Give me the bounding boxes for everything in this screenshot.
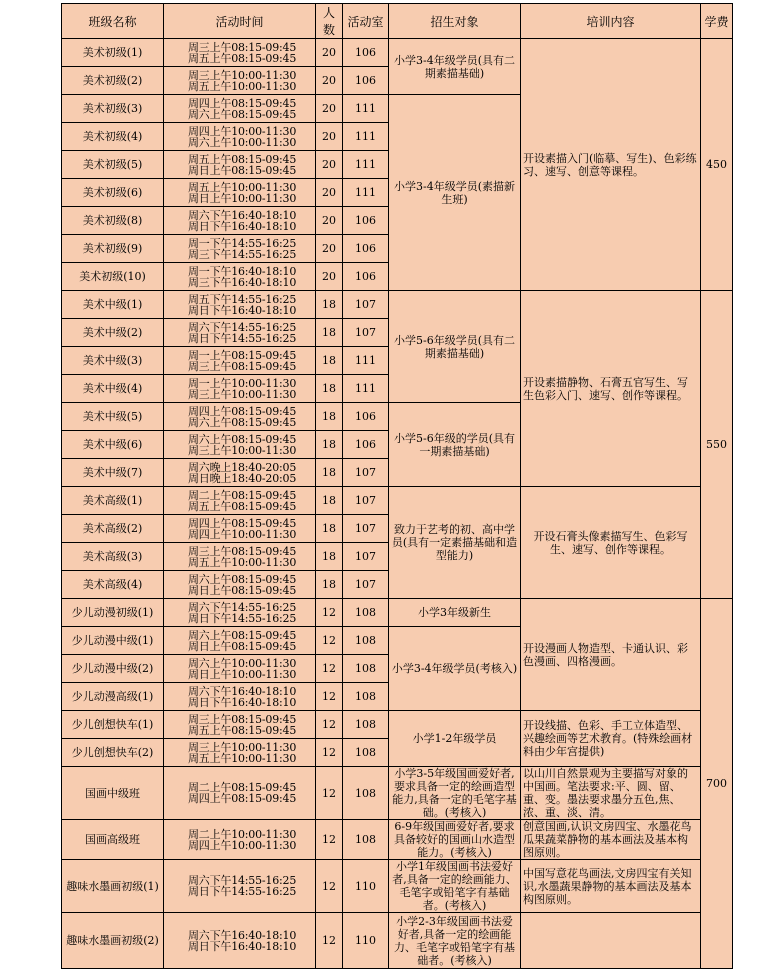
class-name: 美术高级(1) — [62, 487, 164, 515]
activity-time — [164, 95, 316, 123]
activity-time — [164, 179, 316, 207]
time-slot-1: 周六下午14:55-16:25 — [188, 320, 297, 334]
time-slot-1: 周五下午14:55-16:25 — [188, 292, 297, 306]
time-slot-2: 周五上午08:15-09:45 — [188, 723, 297, 737]
time-slot-1: 周六上午08:15-09:45 — [188, 628, 297, 642]
class-name: 美术初级(8) — [62, 207, 164, 235]
table-row — [62, 487, 733, 515]
activity-time — [164, 627, 316, 655]
class-name: 趣味水墨画初级(2) — [62, 913, 164, 969]
recruit-target: 小学3-4年级学员(考核入) — [389, 627, 521, 711]
activity-time — [164, 459, 316, 487]
activity-time — [164, 347, 316, 375]
training-content: 开设素描静物、石膏五官写生、写生色彩入门、速写、创作等课程。 — [521, 291, 701, 487]
room-number: 107 — [343, 515, 389, 543]
activity-time — [164, 711, 316, 739]
room-number: 106 — [343, 431, 389, 459]
student-count: 12 — [316, 739, 343, 767]
time-slot-1: 周六晚上18:40-20:05 — [188, 460, 297, 474]
room-number: 111 — [343, 179, 389, 207]
time-slot-2: 周日上午08:15-09:45 — [188, 163, 297, 177]
student-count: 18 — [316, 375, 343, 403]
class-name: 美术高级(2) — [62, 515, 164, 543]
class-name: 美术中级(7) — [62, 459, 164, 487]
time-slot-1: 周六下午16:40-18:10 — [188, 684, 297, 698]
time-slot-2: 周日下午14:55-16:25 — [188, 885, 297, 898]
room-number: 108 — [343, 599, 389, 627]
class-name: 美术中级(3) — [62, 347, 164, 375]
time-slot-2: 周三下午16:40-18:10 — [188, 275, 297, 289]
room-number: 108 — [343, 655, 389, 683]
student-count: 12 — [316, 767, 343, 820]
time-slot-2: 周六上午10:00-11:30 — [188, 135, 297, 149]
activity-time — [164, 543, 316, 571]
room-number: 111 — [343, 375, 389, 403]
training-content: 开设素描入门(临摹、写生)、色彩练习、速写、创意等课程。 — [521, 39, 701, 291]
time-slot-1: 周三上午10:00-11:30 — [188, 740, 297, 754]
class-name: 少儿动漫中级(2) — [62, 655, 164, 683]
activity-time — [164, 291, 316, 319]
student-count: 18 — [316, 459, 343, 487]
room-number: 106 — [343, 263, 389, 291]
table-row — [62, 711, 733, 739]
tuition-fee: 700 — [701, 599, 733, 969]
time-slot-1: 周三上午10:00-11:30 — [188, 68, 297, 82]
recruit-target: 小学3-5年级国画爱好者,要求具备一定的绘画造型能力,具备一定的毛笔字基础。(考核入) — [389, 767, 521, 820]
time-slot-2: 周日上午10:00-11:30 — [188, 667, 297, 681]
time-slot-2: 周五上午10:00-11:30 — [188, 79, 297, 93]
time-slot-2: 周日晚上18:40-20:05 — [188, 471, 297, 485]
student-count: 18 — [316, 515, 343, 543]
class-name: 美术中级(2) — [62, 319, 164, 347]
time-slot-2: 周四上午10:00-11:30 — [188, 527, 297, 541]
schedule-table — [61, 3, 733, 969]
header-recruit: 招生对象 — [389, 4, 521, 39]
student-count: 12 — [316, 913, 343, 969]
room-number: 111 — [343, 95, 389, 123]
time-slot-2: 周日上午08:15-09:45 — [188, 639, 297, 653]
class-name: 美术初级(2) — [62, 67, 164, 95]
class-name: 美术初级(4) — [62, 123, 164, 151]
class-name: 少儿动漫中级(1) — [62, 627, 164, 655]
student-count: 20 — [316, 179, 343, 207]
room-number: 108 — [343, 739, 389, 767]
time-slot-1: 周六上午08:15-09:45 — [188, 572, 297, 586]
time-slot-2: 周五上午10:00-11:30 — [188, 751, 297, 765]
time-slot-1: 周一下午14:55-16:25 — [188, 236, 297, 250]
time-slot-2: 周三上午10:00-11:30 — [188, 387, 297, 401]
recruit-target: 小学3-4年级学员(素描新生班) — [389, 95, 521, 291]
recruit-target: 小学5-6年级的学员(具有一期素描基础) — [389, 403, 521, 487]
tuition-fee: 550 — [701, 291, 733, 599]
class-name: 美术中级(1) — [62, 291, 164, 319]
room-number: 106 — [343, 39, 389, 67]
class-name: 国画中级班 — [62, 767, 164, 820]
header-room: 活动室 — [343, 4, 389, 39]
time-slot-2: 周四上午10:00-11:30 — [188, 838, 297, 852]
time-slot-2: 周六上午08:15-09:45 — [188, 107, 297, 121]
training-content: 中国写意花鸟画法,文房四宝有关知识,水墨蔬果静物的基本画法及基本构图原则。 — [521, 860, 701, 913]
class-name: 美术初级(10) — [62, 263, 164, 291]
room-number: 106 — [343, 207, 389, 235]
student-count: 20 — [316, 67, 343, 95]
student-count: 20 — [316, 263, 343, 291]
table-row — [62, 860, 733, 913]
table-row — [62, 291, 733, 319]
room-number: 107 — [343, 291, 389, 319]
activity-time — [164, 767, 316, 820]
activity-time — [164, 235, 316, 263]
time-slot-2: 周五上午08:15-09:45 — [188, 499, 297, 513]
time-slot-2: 周日上午10:00-11:30 — [188, 191, 297, 205]
time-slot-1: 周六上午08:15-09:45 — [188, 432, 297, 446]
time-slot-2: 周日上午08:15-09:45 — [188, 583, 297, 597]
recruit-target: 小学1年级国画书法爱好者,具备一定的绘画能力、毛笔字或铅笔字有基础者。(考核入) — [389, 860, 521, 913]
student-count: 18 — [316, 543, 343, 571]
class-name: 美术中级(5) — [62, 403, 164, 431]
activity-time — [164, 599, 316, 627]
time-slot-1: 周五上午08:15-09:45 — [188, 152, 297, 166]
recruit-target: 致力于艺考的初、高中学员(具有一定素描基础和造型能力) — [389, 487, 521, 599]
activity-time — [164, 913, 316, 969]
time-slot-2: 周日下午16:40-18:10 — [188, 303, 297, 317]
training-content — [521, 913, 701, 969]
activity-time — [164, 487, 316, 515]
student-count: 18 — [316, 291, 343, 319]
header-class-name: 班级名称 — [62, 4, 164, 39]
training-content: 以山川自然景观为主要描写对象的中国画。笔法要求:平、圆、留、重、变。墨法要求墨分五色,焦、浓、重、淡、清。 — [521, 767, 701, 820]
time-slot-1: 周四上午08:15-09:45 — [188, 516, 297, 530]
class-name: 少儿创想快车(2) — [62, 739, 164, 767]
room-number: 106 — [343, 67, 389, 95]
activity-time — [164, 207, 316, 235]
room-number: 107 — [343, 487, 389, 515]
time-slot-2: 周日下午16:40-18:10 — [188, 939, 297, 953]
time-slot-2: 周五上午10:00-11:30 — [188, 555, 297, 569]
time-slot-2: 周三上午08:15-09:45 — [188, 359, 297, 373]
activity-time — [164, 123, 316, 151]
training-content: 开设线描、色彩、手工立体造型、兴趣绘画等艺术教育。(特殊绘画材料由少年宫提供) — [521, 711, 701, 767]
student-count: 18 — [316, 347, 343, 375]
time-slot-1: 周六下午14:55-16:25 — [188, 874, 297, 887]
training-content: 创意国画,认识文房四宝、水墨花鸟瓜果蔬菜静物的基本画法及基本构图原则。 — [521, 820, 701, 860]
time-slot-1: 周六下午16:40-18:10 — [188, 928, 297, 942]
activity-time — [164, 263, 316, 291]
time-slot-1: 周二上午10:00-11:30 — [188, 827, 297, 841]
activity-time — [164, 655, 316, 683]
room-number: 111 — [343, 347, 389, 375]
room-number: 107 — [343, 571, 389, 599]
student-count: 20 — [316, 207, 343, 235]
class-name: 少儿动漫初级(1) — [62, 599, 164, 627]
student-count: 18 — [316, 319, 343, 347]
time-slot-2: 周四上午08:15-09:45 — [188, 792, 297, 805]
activity-time — [164, 683, 316, 711]
time-slot-1: 周四上午08:15-09:45 — [188, 96, 297, 110]
time-slot-2: 周三上午10:00-11:30 — [188, 443, 297, 457]
table-row — [62, 767, 733, 820]
student-count: 20 — [316, 151, 343, 179]
time-slot-1: 周一上午10:00-11:30 — [188, 376, 297, 390]
activity-time — [164, 375, 316, 403]
time-slot-1: 周六下午16:40-18:10 — [188, 208, 297, 222]
class-name: 趣味水墨画初级(1) — [62, 860, 164, 913]
time-slot-2: 周日下午16:40-18:10 — [188, 219, 297, 233]
time-slot-1: 周三上午08:15-09:45 — [188, 544, 297, 558]
table-row — [62, 39, 733, 67]
recruit-target: 小学3-4年级学员(具有二期素描基础) — [389, 39, 521, 95]
activity-time — [164, 820, 316, 860]
header-fee: 学费 — [701, 4, 733, 39]
time-slot-1: 周六上午10:00-11:30 — [188, 656, 297, 670]
activity-time — [164, 431, 316, 459]
class-name: 国画高级班 — [62, 820, 164, 860]
room-number: 111 — [343, 123, 389, 151]
recruit-target: 6-9年级国画爱好者,要求具备较好的国画山水造型能力。(考核入) — [389, 820, 521, 860]
course-schedule — [61, 3, 733, 969]
class-name: 美术初级(6) — [62, 179, 164, 207]
room-number: 107 — [343, 543, 389, 571]
table-row — [62, 820, 733, 860]
time-slot-1: 周四上午10:00-11:30 — [188, 124, 297, 138]
student-count: 12 — [316, 711, 343, 739]
class-name: 美术中级(6) — [62, 431, 164, 459]
room-number: 110 — [343, 913, 389, 969]
room-number: 108 — [343, 767, 389, 820]
student-count: 20 — [316, 95, 343, 123]
header-row — [62, 4, 733, 39]
time-slot-2: 周六上午08:15-09:45 — [188, 415, 297, 429]
activity-time — [164, 515, 316, 543]
student-count: 20 — [316, 39, 343, 67]
class-name: 美术初级(3) — [62, 95, 164, 123]
class-name: 美术中级(4) — [62, 375, 164, 403]
class-name: 美术高级(4) — [62, 571, 164, 599]
time-slot-2: 周五上午08:15-09:45 — [188, 51, 297, 65]
room-number: 107 — [343, 459, 389, 487]
room-number: 108 — [343, 711, 389, 739]
class-name: 美术初级(9) — [62, 235, 164, 263]
student-count: 12 — [316, 860, 343, 913]
student-count: 12 — [316, 599, 343, 627]
room-number: 107 — [343, 319, 389, 347]
room-number: 106 — [343, 235, 389, 263]
header-time: 活动时间 — [164, 4, 316, 39]
time-slot-1: 周五上午10:00-11:30 — [188, 180, 297, 194]
class-name: 少儿创想快车(1) — [62, 711, 164, 739]
tuition-fee: 450 — [701, 39, 733, 291]
class-name: 美术初级(1) — [62, 39, 164, 67]
student-count: 18 — [316, 403, 343, 431]
student-count: 18 — [316, 487, 343, 515]
room-number: 108 — [343, 820, 389, 860]
time-slot-1: 周四上午08:15-09:45 — [188, 404, 297, 418]
time-slot-1: 周二上午08:15-09:45 — [188, 488, 297, 502]
time-slot-2: 周日下午14:55-16:25 — [188, 331, 297, 345]
activity-time — [164, 739, 316, 767]
room-number: 106 — [343, 403, 389, 431]
room-number: 110 — [343, 860, 389, 913]
time-slot-1: 周三上午08:15-09:45 — [188, 40, 297, 54]
header-count: 人数 — [316, 4, 343, 39]
student-count: 12 — [316, 627, 343, 655]
activity-time — [164, 67, 316, 95]
time-slot-1: 周一下午16:40-18:10 — [188, 264, 297, 278]
room-number: 108 — [343, 627, 389, 655]
student-count: 12 — [316, 820, 343, 860]
class-name: 少儿动漫高级(1) — [62, 683, 164, 711]
activity-time — [164, 860, 316, 913]
table-row — [62, 913, 733, 969]
class-name: 美术高级(3) — [62, 543, 164, 571]
header-content: 培训内容 — [521, 4, 701, 39]
activity-time — [164, 319, 316, 347]
recruit-target: 小学1-2年级学员 — [389, 711, 521, 767]
student-count: 12 — [316, 683, 343, 711]
activity-time — [164, 403, 316, 431]
time-slot-2: 周日下午14:55-16:25 — [188, 611, 297, 625]
activity-time — [164, 39, 316, 67]
time-slot-1: 周六下午14:55-16:25 — [188, 600, 297, 614]
training-content: 开设漫画人物造型、卡通认识、彩色漫画、四格漫画。 — [521, 599, 701, 711]
activity-time — [164, 151, 316, 179]
student-count: 18 — [316, 571, 343, 599]
activity-time — [164, 571, 316, 599]
table-row — [62, 599, 733, 627]
room-number: 111 — [343, 151, 389, 179]
recruit-target: 小学2-3年级国画书法爱好者,具备一定的绘画能力、毛笔字或铅笔字有基础者。(考核入) — [389, 913, 521, 969]
student-count: 12 — [316, 655, 343, 683]
recruit-target: 小学5-6年级学员(具有二期素描基础) — [389, 291, 521, 403]
class-name: 美术初级(5) — [62, 151, 164, 179]
student-count: 20 — [316, 235, 343, 263]
time-slot-2: 周日下午16:40-18:10 — [188, 695, 297, 709]
student-count: 18 — [316, 431, 343, 459]
time-slot-1: 周二上午08:15-09:45 — [188, 781, 297, 794]
room-number: 108 — [343, 683, 389, 711]
time-slot-2: 周三下午14:55-16:25 — [188, 247, 297, 261]
student-count: 20 — [316, 123, 343, 151]
time-slot-1: 周一上午08:15-09:45 — [188, 348, 297, 362]
time-slot-1: 周三上午08:15-09:45 — [188, 712, 297, 726]
training-content: 开设石膏头像素描写生、色彩写生、速写、创作等课程。 — [521, 487, 701, 599]
recruit-target: 小学3年级新生 — [389, 599, 521, 627]
